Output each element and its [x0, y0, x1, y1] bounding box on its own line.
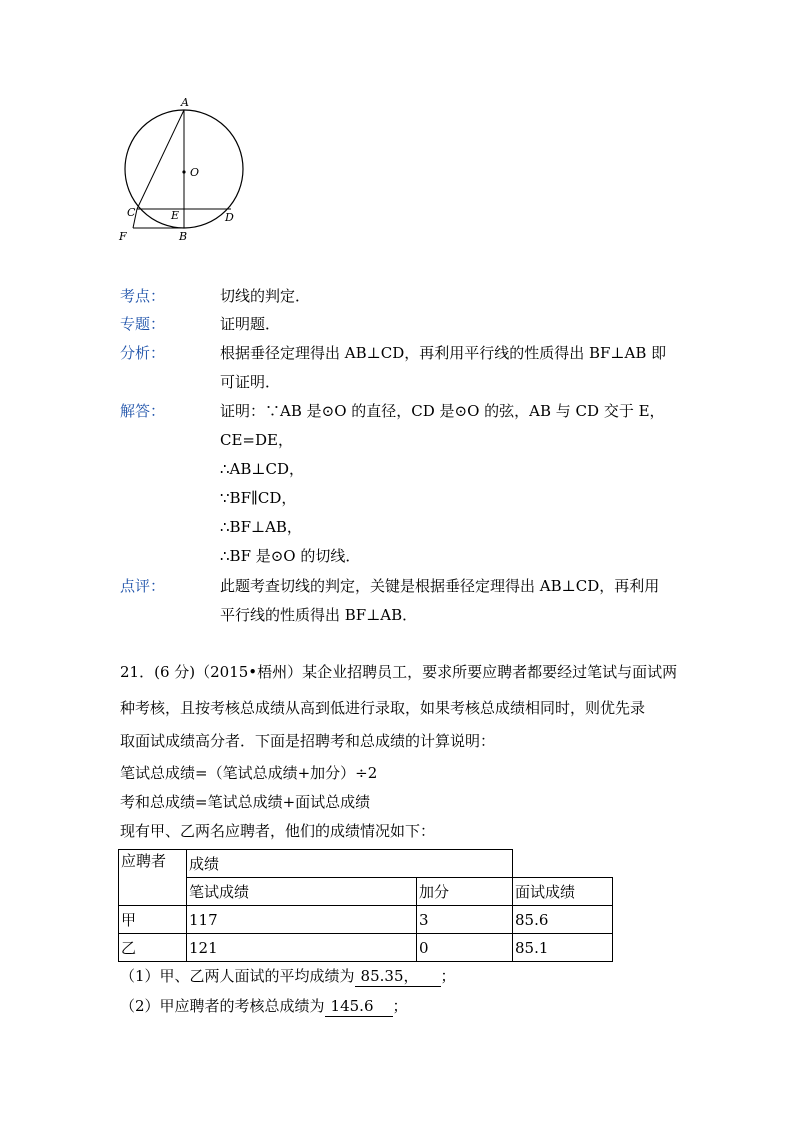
score-table [118, 849, 613, 962]
subheader-written: 笔试成绩 [187, 878, 417, 906]
fenxi-line: 根据垂径定理得出 AB⊥CD，再利用平行线的性质得出 BF⊥AB 即 [220, 344, 667, 362]
q2-answer: 145.6 [325, 996, 393, 1017]
label-o: O [190, 166, 200, 179]
subheader-interview: 面试成绩 [513, 878, 613, 906]
fenxi-line: 可证明． [220, 373, 281, 391]
question-line: 种考核，且按考核总成绩从高到低进行录取，如果考核总成绩相同时，则优先录 [120, 699, 646, 717]
cell-name: 甲 [119, 906, 187, 934]
cell-interview: 85.1 [513, 934, 613, 962]
formula-total: 考和总成绩=笔试总成绩+面试总成绩 [120, 793, 371, 811]
question-line: 21．(6 分)（2015•梧州）某企业招聘员工，要求所要应聘者都要经过笔试与面试两 [120, 663, 678, 681]
zhuanti-label: 专题： [120, 315, 166, 333]
dianping-line: 平行线的性质得出 BF⊥AB． [220, 606, 418, 624]
label-c: C [127, 206, 136, 219]
circle-geometry-figure [110, 92, 260, 252]
label-f: F [119, 230, 127, 243]
kaodian-text: 切线的判定． [220, 287, 311, 305]
table-row [119, 878, 613, 906]
q2-suffix: ； [392, 997, 408, 1015]
kaodian-label: 考点： [120, 287, 166, 305]
dianping-line: 此题考查切线的判定，关键是根据垂径定理得出 AB⊥CD，再利用 [220, 577, 660, 595]
q1-suffix: ； [440, 967, 456, 985]
table-row [119, 850, 613, 878]
empty-cell [513, 850, 613, 878]
table-row [119, 906, 613, 934]
cell-interview: 85.6 [513, 906, 613, 934]
zhuanti-text: 证明题． [220, 315, 281, 333]
cell-written: 117 [187, 906, 417, 934]
q1-answer: 85.35， [355, 966, 441, 987]
label-b: B [179, 230, 188, 243]
label-d: D [225, 211, 234, 224]
jieda-line: ∴AB⊥CD， [220, 460, 305, 478]
cell-bonus: 0 [417, 934, 513, 962]
fenxi-label: 分析： [120, 344, 166, 362]
question-line: 取面试成绩高分者．下面是招聘考和总成绩的计算说明： [120, 732, 496, 750]
label-e: E [171, 209, 180, 222]
formula-written: 笔试总成绩=（笔试总成绩+加分）÷2 [120, 764, 378, 782]
jieda-line: CE=DE， [220, 431, 293, 449]
subheader-bonus: 加分 [417, 878, 513, 906]
jieda-label: 解答： [120, 402, 166, 420]
subquestion-1 [120, 966, 456, 987]
dianping-label: 点评： [120, 577, 166, 595]
jieda-line: ∴BF 是⊙O 的切线． [220, 547, 361, 565]
jieda-line: ∵BF∥CD， [220, 489, 297, 507]
jieda-line: 证明：∵AB 是⊙O 的直径，CD 是⊙O 的弦，AB 与 CD 交于 E， [220, 402, 665, 420]
table-row [119, 934, 613, 962]
jieda-line: ∴BF⊥AB， [220, 518, 302, 536]
cell-written: 121 [187, 934, 417, 962]
label-a: A [181, 96, 189, 109]
center-dot [182, 170, 185, 173]
subquestion-2 [120, 996, 408, 1017]
cell-bonus: 3 [417, 906, 513, 934]
q1-prefix: （1）甲、乙两人面试的平均成绩为 [120, 967, 355, 985]
cell-name: 乙 [119, 934, 187, 962]
header-applicant: 应聘者 [119, 850, 187, 906]
header-scores: 成绩 [187, 850, 513, 878]
q2-prefix: （2）甲应聘者的考核总成绩为 [120, 997, 325, 1015]
question-line: 现有甲、乙两名应聘者，他们的成绩情况如下： [120, 822, 436, 840]
